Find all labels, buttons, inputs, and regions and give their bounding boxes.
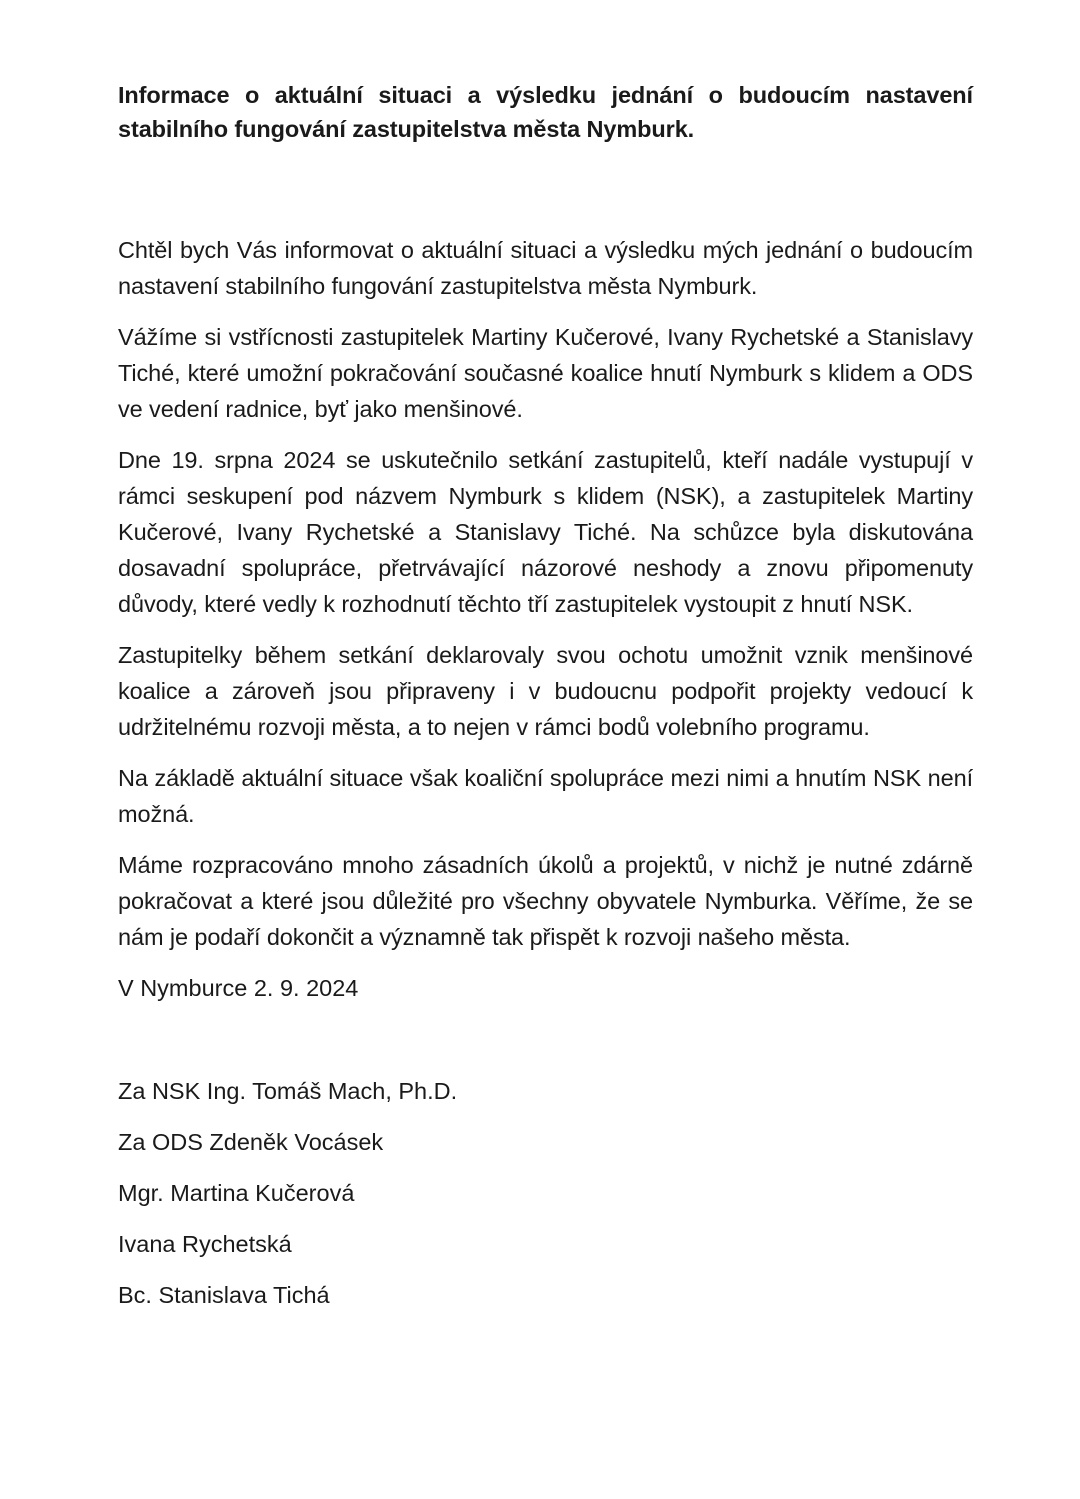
paragraph-projects: Máme rozpracováno mnoho zásadních úkolů a projektů, v nichž je nutné zdárně pokračovat a které jsou důležité pro všechny obyvatele Nymburka. Věříme, že se nám je podaří dokončit a významně tak přispět k rozvoji našeho města. — [118, 852, 973, 950]
paragraph-declaration: Zastupitelky během setkání deklarovaly svou ochotu umožnit vznik menšinové koalice a zároveň jsou připraveny i v budoucnu podpořit projekty vedoucí k udržitelnému rozvoji města, a to nejen v rámci bodů volebního programu. — [118, 642, 973, 740]
signature-rychetska: Ivana Rychetská — [118, 1231, 292, 1257]
signature-block — [118, 1073, 973, 1313]
signature-nsk: Za NSK Ing. Tomáš Mach, Ph.D. — [118, 1078, 458, 1104]
date-line: V Nymburce 2. 9. 2024 — [118, 975, 359, 1001]
paragraph-meeting: Dne 19. srpna 2024 se uskutečnilo setkání zastupitelů, kteří nadále vystupují v rámci seskupení pod názvem Nymburk s klidem (NSK), a zastupitelek Martiny Kučerové, Ivany Rychetské a Stanislavy Tiché. Na schůzce byla diskutována dosavadní spolupráce, přetrvávající názorové neshody a znovu připomenuty důvody, které vedly k rozhodnutí těchto tří zastupitelek vystoupit z hnutí NSK. — [118, 447, 973, 617]
paragraph-thanks: Vážíme si vstřícnosti zastupitelek Martiny Kučerové, Ivany Rychetské a Stanislavy Tiché, které umožní pokračování současné koalice hnutí Nymburk s klidem a ODS ve vedení radnice, byť jako menšinové. — [118, 324, 973, 422]
document-body — [118, 232, 973, 1006]
document-page — [118, 78, 973, 1328]
signature-ticha: Bc. Stanislava Tichá — [118, 1282, 330, 1308]
document-title: Informace o aktuální situaci a výsledku jednání o budoucím nastavení stabilního fungování zastupitelstva města Nymburk. — [118, 82, 973, 142]
signature-kucerova: Mgr. Martina Kučerová — [118, 1180, 355, 1206]
paragraph-intro: Chtěl bych Vás informovat o aktuální situaci a výsledku mých jednání o budoucím nastavení stabilního fungování zastupitelstva města Nymburk. — [118, 237, 973, 299]
paragraph-coalition: Na základě aktuální situace však koaliční spolupráce mezi nimi a hnutím NSK není možná. — [118, 765, 973, 827]
signature-ods: Za ODS Zdeněk Vocásek — [118, 1129, 384, 1155]
